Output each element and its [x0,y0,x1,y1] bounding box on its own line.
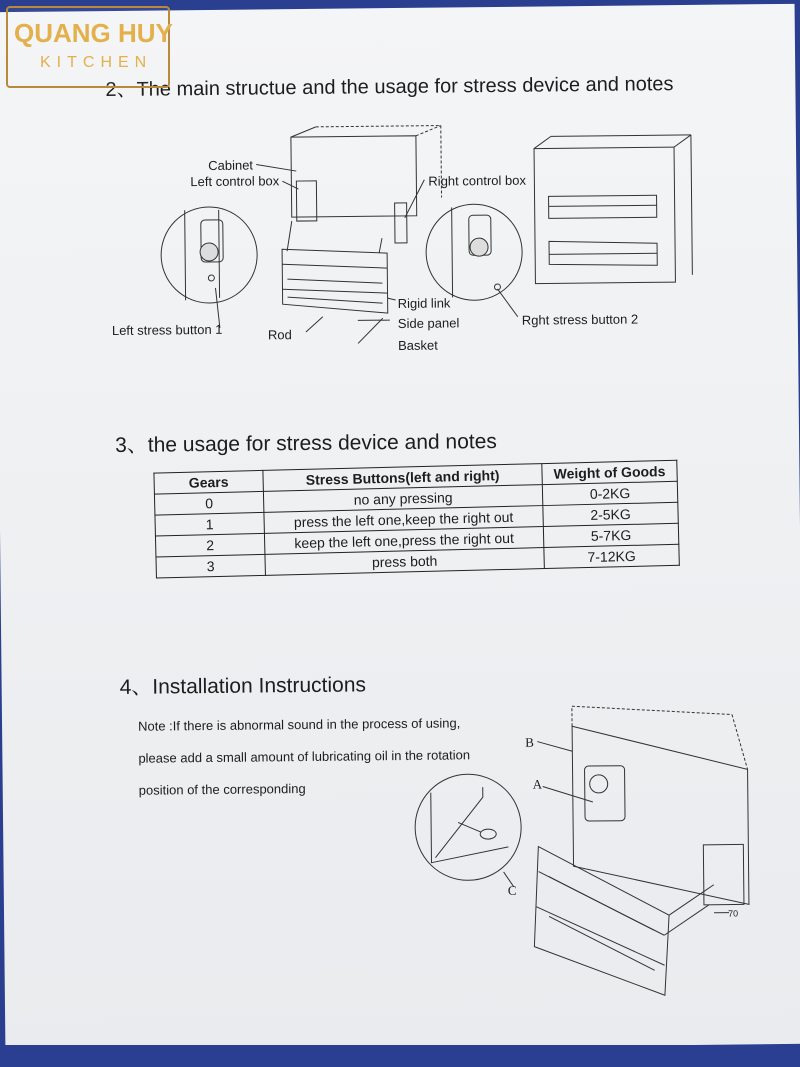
buttons-cell: keep the left one,press the right out [264,527,543,555]
weight-cell: 2-5KG [543,502,678,526]
note-line-3: position of the corresponding [138,781,306,798]
buttons-cell: press the left one,keep the right out [264,506,543,534]
gear-cell: 0 [154,491,263,515]
header-stress-buttons: Stress Buttons(left and right) [263,464,542,492]
header-weight: Weight of Goods [542,460,677,484]
label-cabinet: Cabinet [208,157,254,173]
section-4-heading: 4、Installation Instructions [119,673,367,699]
label-left-control-box: Left control box [190,173,280,190]
buttons-cell: press both [265,548,544,576]
logo-text-sub: KITCHEN [40,54,153,71]
header-gears: Gears [154,470,263,494]
install-basket-outline [533,845,670,996]
logo-text-main: QUANG HUY [14,18,173,48]
bottom-blue-band [0,1045,800,1067]
label-dim: 70 [728,908,739,919]
weight-cell: 7-12KG [544,544,679,568]
label-side-panel: Side panel [397,315,460,332]
gear-cell: 1 [155,512,264,536]
label-left-stress-button: Left stress button 1 [111,321,223,339]
gear-cell: 3 [156,554,265,578]
note-line-2: please add a small amount of lubricating oil in the rotation [138,747,471,766]
label-c: C [507,882,517,898]
section-2-heading: 2、The main structue and the usage for stress device and notes [105,73,674,102]
buttons-cell: no any pressing [263,485,542,513]
section-3-heading: 3、the usage for stress device and notes [114,429,497,457]
weight-cell: 0-2KG [542,481,677,505]
label-rigid-link: Rigid link [397,295,451,312]
note-line-1: Note :If there is abnormal sound in the process of using, [137,715,461,734]
installed-cabinet-outline [534,147,675,283]
label-basket: Basket [398,337,438,354]
manual-page [0,4,800,1052]
label-b: B [525,734,534,750]
quang-huy-kitchen-logo [6,6,173,88]
install-cabinet-outline [572,724,749,906]
gears-table [153,460,679,579]
label-rod: Rod [267,327,292,343]
cabinet-outline [291,136,417,217]
weight-cell: 5-7KG [543,523,678,547]
gear-cell: 2 [155,533,264,557]
label-right-stress-button: Rght stress button 2 [521,311,639,328]
label-a: A [532,776,543,792]
installation-diagram [412,704,755,1018]
label-right-control-box: Right control box [428,172,527,189]
